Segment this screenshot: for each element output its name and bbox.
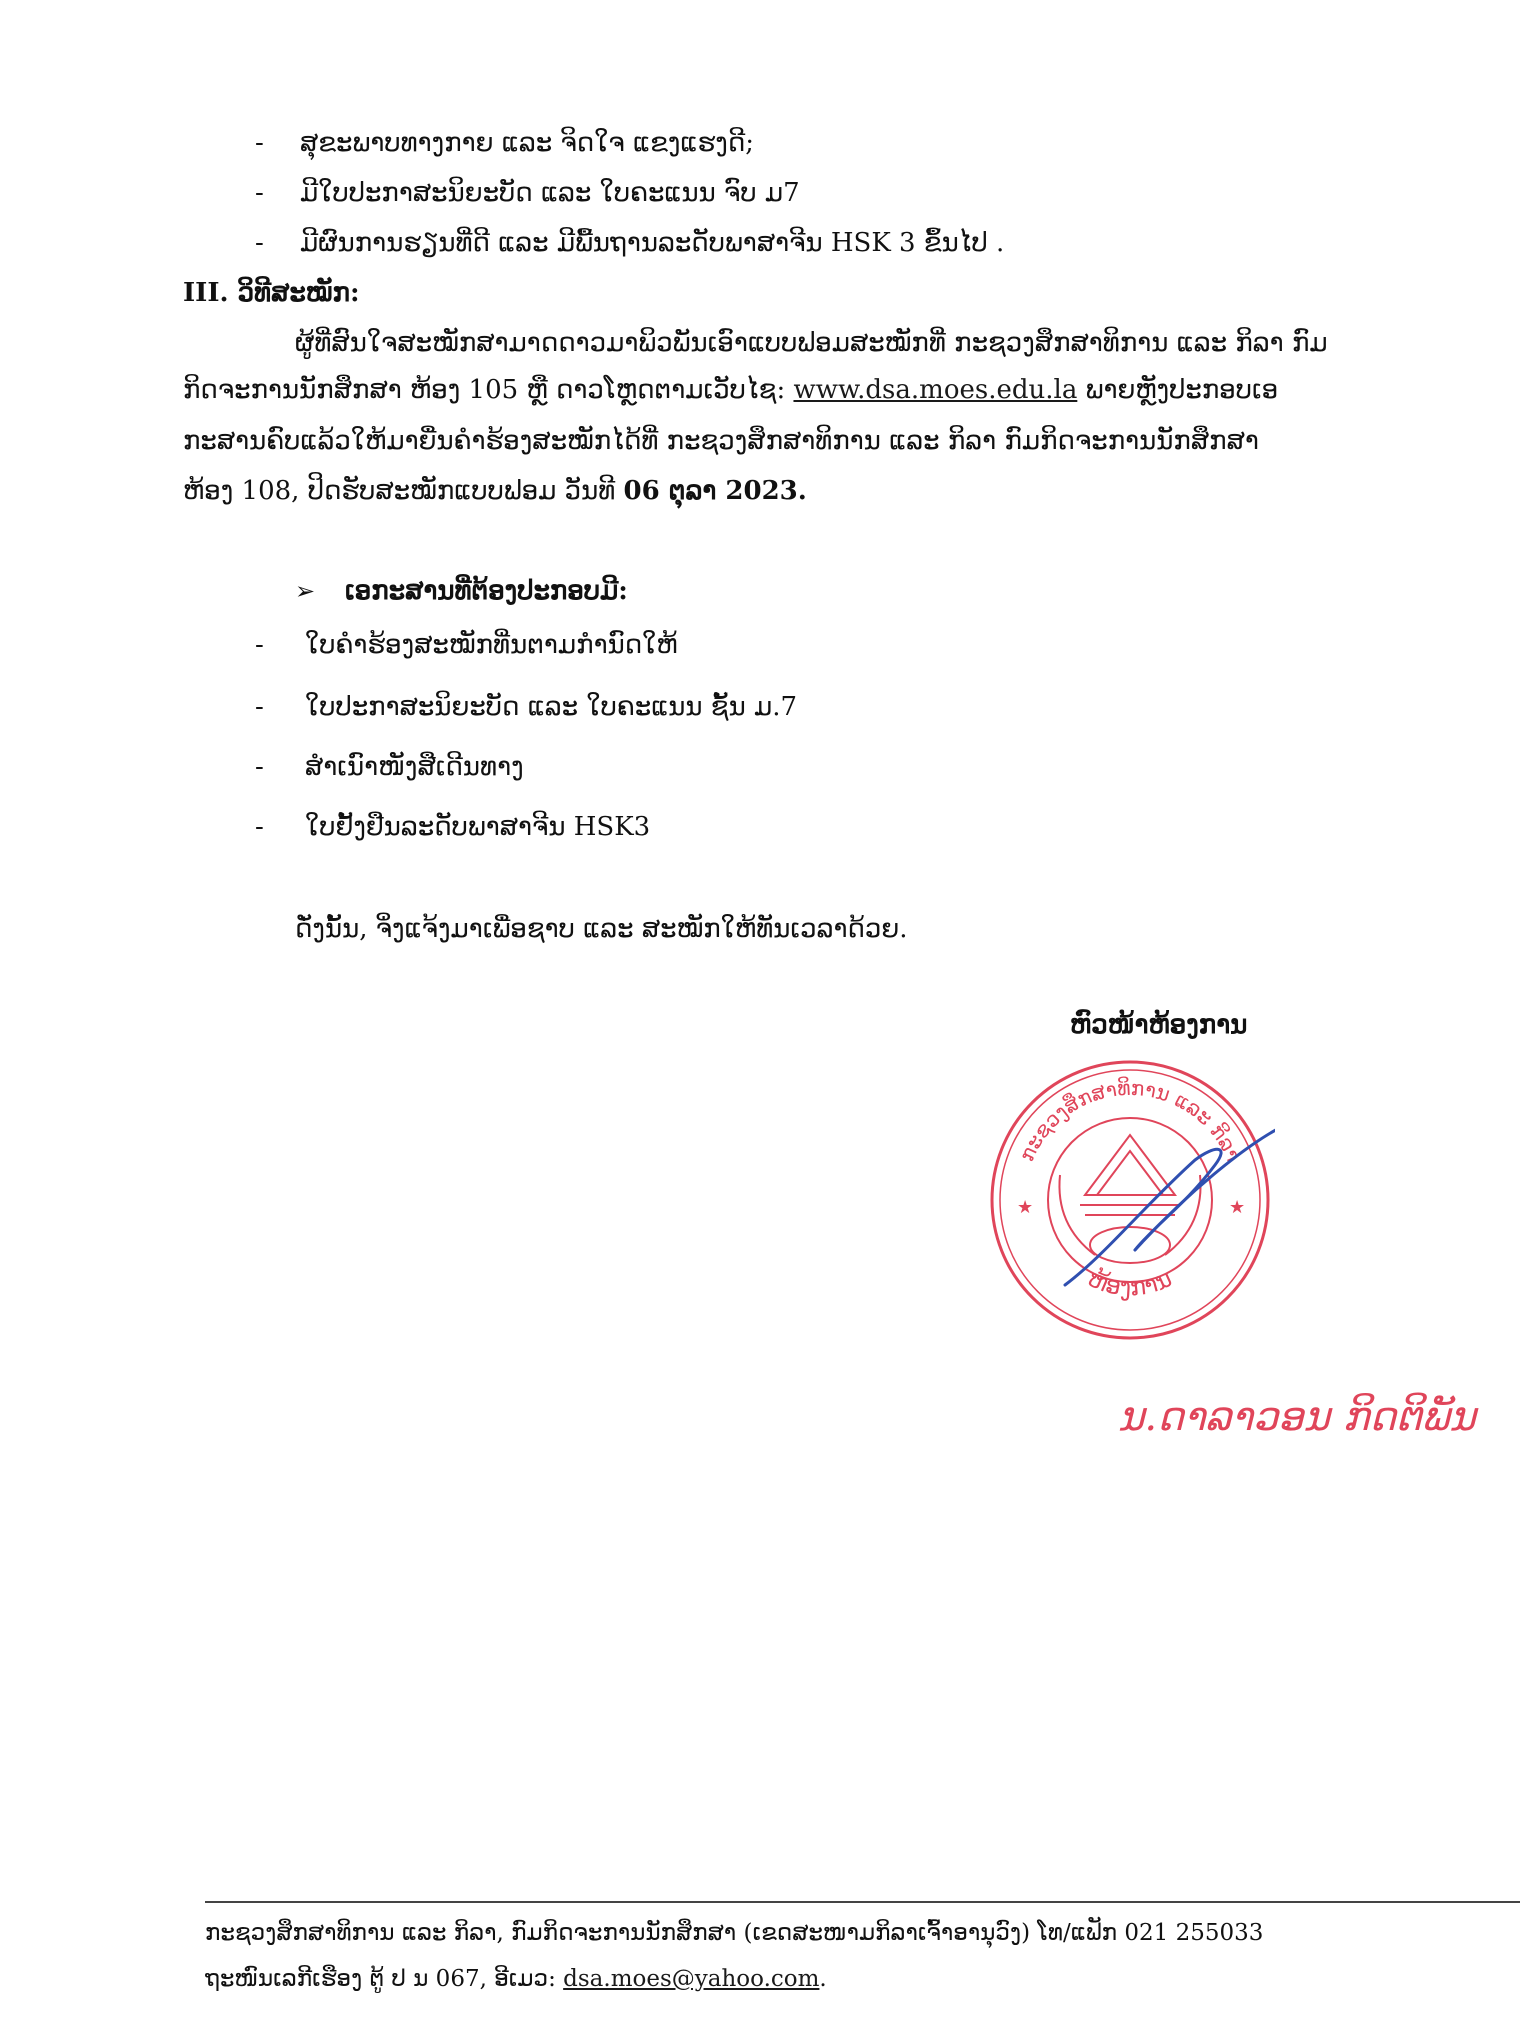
arrow-icon: ➢ <box>295 577 316 605</box>
document-item: ໃບປະກາສະນິຍະບັດ ແລະ ໃບຄະແນນ ຊັ້ນ ມ.7 <box>305 692 798 722</box>
stamp-top-text: ກະຊວງສຶກສາທິການ ແລະ ກິລາ <box>1014 1075 1246 1165</box>
signature-title: ຫົວໜ້າຫ້ອງການ <box>1070 1010 1248 1040</box>
section-heading: III. ວິທີສະໝັກ: <box>183 278 360 308</box>
document-item: ໃບຄຳຮ້ອງສະໝັກທີ່ນຕາມກຳນົດໃຫ້ <box>305 630 678 660</box>
paragraph-line: ກິດຈະການນັກສຶກສາ ຫ້ອງ 105 ຫຼື ດາວໂຫຼດຕາມເວັບໄຊ: www.dsa.moes.edu.la ພາຍຫຼັງປະກອບເອ <box>183 375 1279 405</box>
stamp-bottom-text: ຫ້ອງການ <box>1083 1263 1177 1302</box>
svg-text:ຫ້ອງການ <box>1084 1264 1176 1302</box>
bullet-dash: - <box>255 178 264 208</box>
bullet-dash: - <box>255 812 264 842</box>
signer-name <box>1118 1386 1498 1457</box>
paragraph-line: ຫ້ອງ 108, ປິດຮັບສະໝັກແບບຟອມ ວັນທີ 06 ຕຸລາ 2023. <box>183 476 807 506</box>
deadline-date: 06 ຕຸລາ 2023. <box>623 476 807 506</box>
star-icon: ★ <box>1229 1197 1246 1218</box>
document-item: ສຳເນົາໜັງສືເດີນທາງ <box>305 752 524 782</box>
website-link[interactable]: www.dsa.moes.edu.la <box>793 375 1078 405</box>
emblem-icon <box>1059 1135 1200 1263</box>
bullet-dash: - <box>255 128 264 158</box>
closing-text: ດັ່ງນັ້ນ, ຈິ່ງແຈ້ງມາເພື່ອຊາບ ແລະ ສະໝັກໃຫ້ທັນເວລາດ້ວຍ. <box>295 914 908 944</box>
requirement-item: ສຸຂະພາບທາງກາຍ ແລະ ຈິດໃຈ ແຂງແຮງດີ; <box>300 128 754 158</box>
bullet-dash: - <box>255 630 264 660</box>
paragraph-line: ຜູ້ທີ່ສົນໃຈສະໝັກສາມາດດາວມາພິວພັນເອົາແບບຟອມສະໝັກທີ່ ກະຊວງສຶກສາທິການ ແລະ ກິລາ ກົມ <box>295 328 1328 358</box>
footer-contact: ຖະໜົນເລກີເຮືອງ ຕູ້ ປ ນ 067, ອີເມວ: dsa.moes@yahoo.com. <box>205 1966 827 1992</box>
documents-heading: ເອກະສານທີ່ຕ້ອງປະກອບມີ: <box>345 576 628 606</box>
bullet-dash: - <box>255 228 264 258</box>
paragraph-line: ກະສານຄົບແລ້ວໃຫ້ມາຍື່ນຄຳຮ້ອງສະໝັກໄດ້ທີ່ ກະຊວງສຶກສາທິການ ແລະ ກິລາ ກົມກິດຈະການນັກສຶກສາ <box>183 426 1259 456</box>
star-icon: ★ <box>1017 1197 1034 1218</box>
document-item: ໃບຢັ້ງຢືນລະດັບພາສາຈີນ HSK3 <box>305 812 651 842</box>
requirement-item: ມີໃບປະກາສະນິຍະບັດ ແລະ ໃບຄະແນນ ຈົບ ມ7 <box>300 178 800 208</box>
bullet-dash: - <box>255 752 264 782</box>
svg-text:ນ.ດາລາວອນ ກິດຕິພັນ: ນ.ດາລາວອນ ກິດຕິພັນ <box>1118 1394 1476 1440</box>
official-stamp <box>985 1055 1275 1345</box>
footer-divider <box>205 1901 1520 1903</box>
signer-name-script <box>1118 1386 1498 1446</box>
requirement-item: ມີຜົນການຮຽນທີ່ດີ ແລະ ມີພື້ນຖານລະດັບພາສາຈີນ HSK 3 ຂຶ້ນໄປ . <box>300 228 1005 258</box>
footer-address: ກະຊວງສຶກສາທິການ ແລະ ກິລາ, ກົມກິດຈະການນັກສຶກສາ (ເຂດສະໜາມກິລາເຈົ້າອານຸວົງ) ໂທ/ແຟັກ 021 255033 <box>205 1920 1264 1946</box>
email-link[interactable]: dsa.moes@yahoo.com <box>563 1966 820 1992</box>
bullet-dash: - <box>255 692 264 722</box>
